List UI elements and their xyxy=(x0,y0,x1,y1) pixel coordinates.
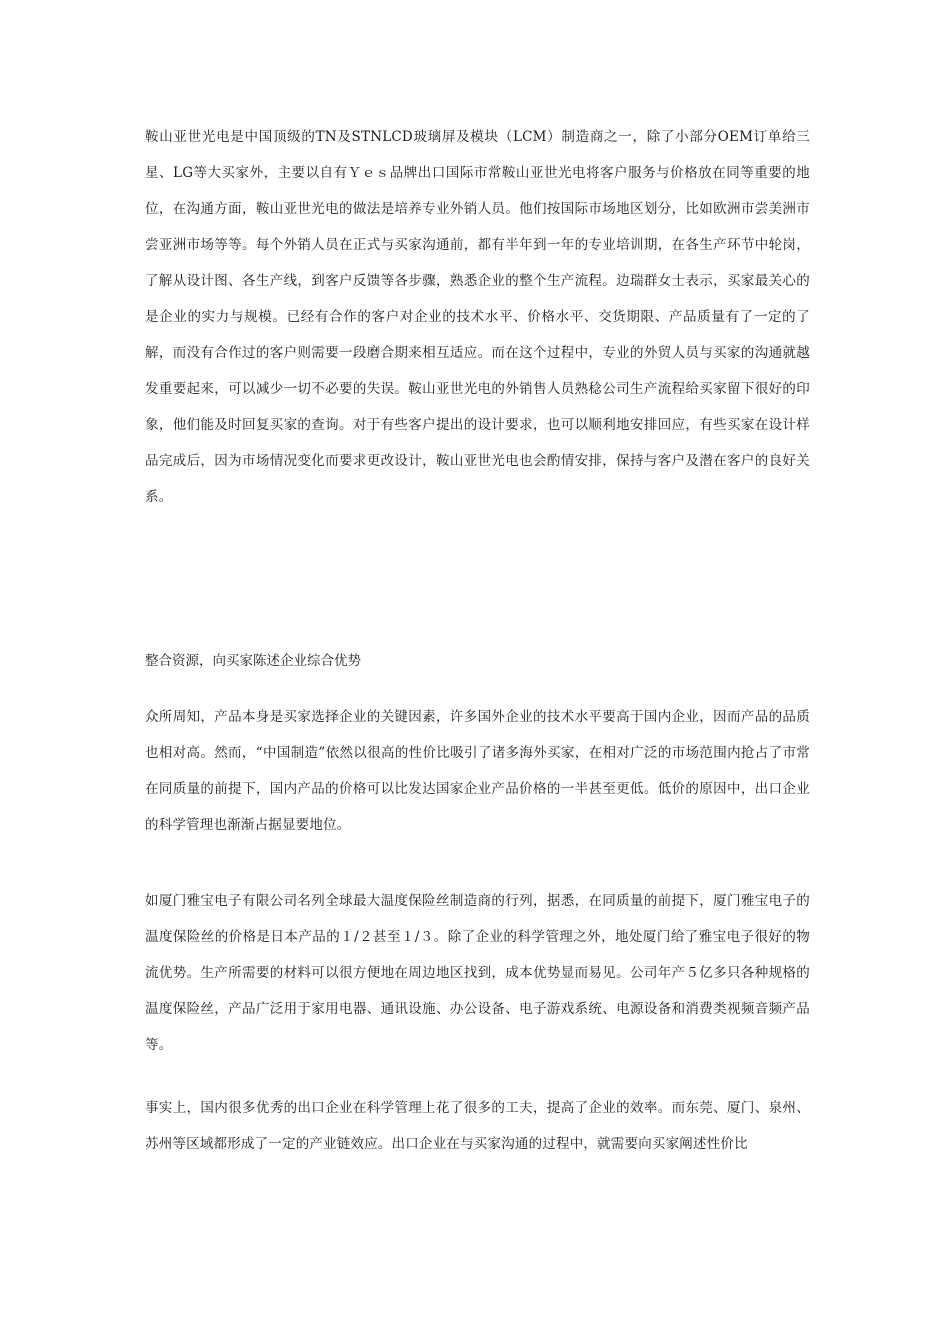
body-paragraph-3: 如厦门雅宝电子有限公司名列全球最大温度保险丝制造商的行列，据悉，在同质量的前提下，厦门雅宝电子的温度保险丝的价格是日本产品的１/２甚至１/３。除了企业的科学管理之外，地处厦门给了雅宝电子很好的物流优势。生产所需要的材料可以很方便地在周边地区找到，成本优势显而易见。公司年产５亿多只各种规格的温度保险丝，产品广泛用于家用电器、通讯设施、办公设备、电子游戏系统、电源设备和消费类视频音频产品等。 xyxy=(145,893,810,1053)
body-paragraph-4: 事实上，国内很多优秀的出口企业在科学管理上花了很多的工夫，提高了企业的效率。而东莞、厦门、泉州、苏州等区域都形成了一定的产业链效应。出口企业在与买家沟通的过程中，就需要向买家阐述性价比 xyxy=(145,1100,810,1152)
body-paragraph-1: 鞍山亚世光电是中国顶级的TN及STNLCD玻璃屏及模块（LCM）制造商之一，除了小部分OEM订单给三星、LG等大买家外，主要以自有Ｙｅｓ品牌出口国际市常鞍山亚世光电将客户服务与价格放在同等重要的地位，在沟通方面，鞍山亚世光电的做法是培养专业外销人员。他们按国际市场地区划分，比如欧洲市尝美洲市尝亚洲市场等等。每个外销人员在正式与买家沟通前，都有半年到一年的专业培训期，在各生产环节中轮岗，了解从设计图、各生产线，到客户反馈等各步骤，熟悉企业的整个生产流程。边瑞群女士表示，买家最关心的是企业的实力与规模。已经有合作的客户对企业的技术水平、价格水平、交货期限、产品质量有了一定的了解，而没有合作过的客户则需要一段磨合期来相互适应。而在这个过程中，专业的外贸人员与买家的沟通就越发重要起来，可以减少一切不必要的失误。鞍山亚世光电的外销售人员熟稔公司生产流程给买家留下很好的印象，他们能及时回复买家的查询。对于有些客户提出的设计要求，也可以顺利地安排回应，有些买家在设计样品完成后，因为市场情况变化而要求更改设计，鞍山亚世光电也会酌情安排，保持与客户及潜在客户的良好关系。 xyxy=(145,129,810,505)
body-paragraph-2: 众所周知，产品本身是买家选择企业的关键因素，许多国外企业的技术水平要高于国内企业，因而产品的品质也相对高。然而，“中国制造”依然以很高的性价比吸引了诸多海外买家，在相对广泛的市场范围内抢占了市常在同质量的前提下，国内产品的价格可以比发达国家企业产品价格的一半甚至更低。低价的原因中，出口企业的科学管理也渐渐占据显要地位。 xyxy=(145,709,810,833)
section-heading: 整合资源，向买家陈述企业综合优势 xyxy=(145,653,361,669)
